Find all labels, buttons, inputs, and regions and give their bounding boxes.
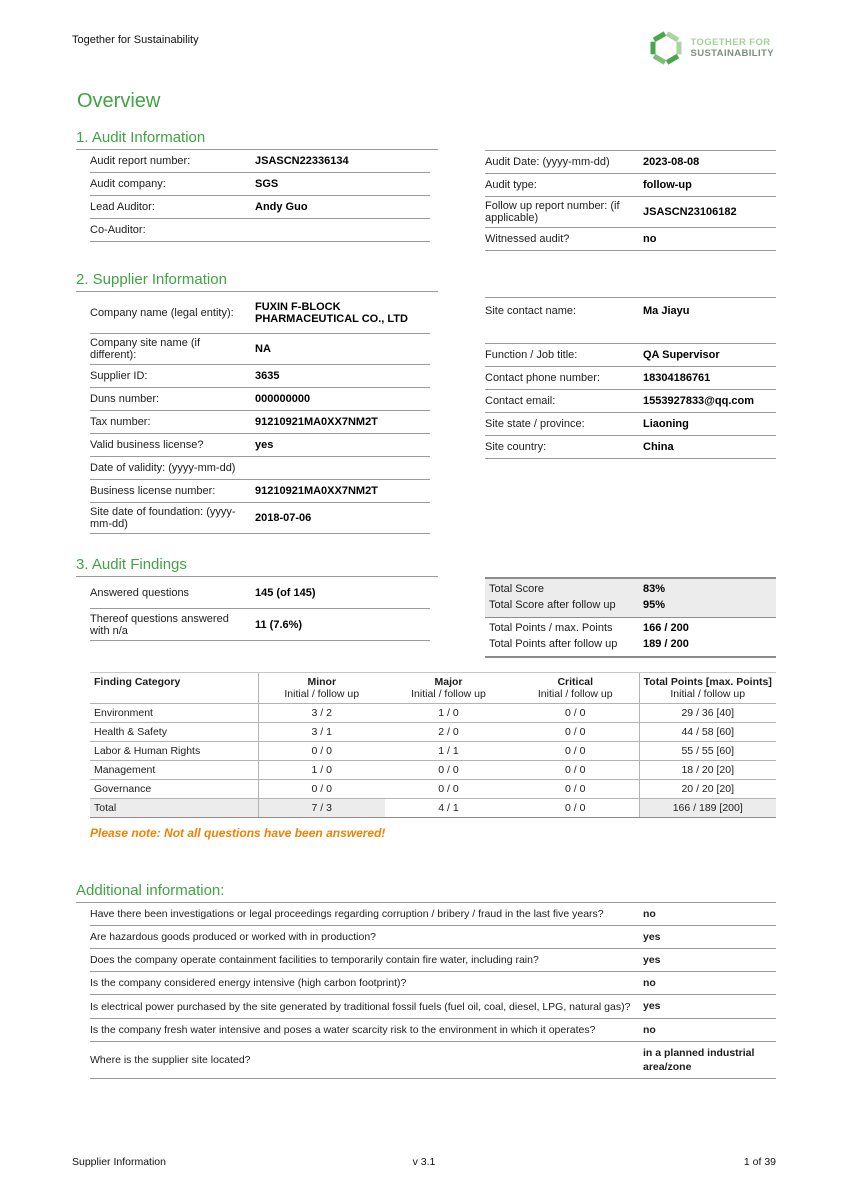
field-row: [485, 436, 776, 459]
finding-category-table: [90, 672, 776, 818]
audit-info-right-table: [485, 150, 776, 251]
question-text: Does the company operate containment facilities to temporarily contain fire water, including rain?: [90, 954, 539, 967]
supplier-info-left-table: [90, 292, 430, 534]
cell-total-points: 55 / 55 [60]: [639, 741, 776, 760]
supplier-information-section: [90, 292, 776, 534]
field-value: China: [643, 441, 674, 453]
cell-critical: 0 / 0: [512, 741, 639, 760]
cell-major: 4 / 1: [385, 798, 512, 817]
header-major: Major Initial / follow up: [385, 672, 512, 703]
field-label: Audit report number:: [90, 155, 191, 167]
logo-line1: TOGETHER FOR: [690, 37, 771, 49]
field-row: [90, 480, 430, 503]
field-row: [489, 637, 772, 653]
cell-major: 1 / 1: [385, 741, 512, 760]
section-heading-supplier-information: 2. Supplier Information: [76, 271, 438, 292]
question-text: Is the company fresh water intensive and poses a water scarcity risk to the environment in which it operates?: [90, 1023, 596, 1036]
audit-information-section: [90, 150, 776, 251]
question-row: [90, 926, 776, 949]
cell-major: 1 / 0: [385, 703, 512, 722]
field-value: NA: [255, 343, 271, 355]
field-value: 2023-08-08: [643, 156, 700, 168]
answered-note: Please note: Not all questions have been answered!: [90, 825, 386, 840]
field-label: Answered questions: [90, 586, 190, 599]
cell-total-points: 18 / 20 [20]: [639, 760, 776, 779]
cell-category: Management: [90, 760, 258, 779]
field-row: [90, 196, 430, 219]
field-value: 91210921MA0XX7NM2T: [255, 485, 378, 497]
field-row: [485, 390, 776, 413]
findings-row: [90, 722, 776, 741]
field-row: [489, 598, 772, 614]
field-label: Audit type:: [485, 179, 537, 191]
cell-category: Health & Safety: [90, 722, 258, 741]
findings-header-row: [90, 672, 776, 703]
field-row: [90, 334, 430, 365]
field-label: Contact phone number:: [485, 372, 600, 384]
cell-minor: 0 / 0: [258, 779, 385, 798]
cell-major: 0 / 0: [385, 779, 512, 798]
field-value: follow-up: [643, 179, 692, 191]
field-label: Audit Date: (yyyy-mm-dd): [485, 156, 610, 168]
question-row: [90, 949, 776, 972]
field-value: JSASCN23106182: [643, 206, 737, 218]
header-minor: Minor Initial / follow up: [258, 672, 385, 703]
field-row: [485, 367, 776, 390]
header-total-points: Total Points [max. Points] Initial / follow up: [639, 672, 776, 703]
section-heading-additional-information: Additional information:: [76, 882, 776, 903]
field-row: [90, 150, 430, 173]
field-row: [90, 219, 430, 242]
question-text: Are hazardous goods produced or worked with in production?: [90, 931, 377, 943]
field-value: yes: [255, 439, 274, 451]
field-label: Duns number:: [90, 393, 160, 405]
logo-line2: SUSTAINABILITY: [690, 48, 774, 59]
field-row: [90, 365, 430, 388]
cell-total-points: 29 / 36 [40]: [639, 703, 776, 722]
page-footer: [72, 1156, 776, 1168]
field-value: 2018-07-06: [255, 512, 312, 524]
field-label: Audit company:: [90, 178, 166, 190]
field-label: Total Score: [489, 583, 545, 595]
supplier-info-right-table: [485, 297, 776, 534]
page-title: Overview: [77, 90, 161, 112]
field-row: [90, 292, 430, 334]
question-row: [90, 1042, 776, 1079]
cell-category: Total: [90, 798, 258, 817]
footer-page-number: 1 of 39: [743, 1156, 777, 1168]
cell-minor: 1 / 0: [258, 760, 385, 779]
question-row: [90, 903, 776, 926]
field-value: 145 (of 145): [255, 586, 316, 599]
cell-total-points: 20 / 20 [20]: [639, 779, 776, 798]
tfs-logo: [649, 30, 774, 66]
page-header: [72, 30, 776, 66]
field-row: [485, 413, 776, 436]
findings-row: [90, 703, 776, 722]
footer-section-name: Supplier Information: [72, 1156, 166, 1168]
field-label: Thereof questions answered with n/a: [90, 612, 229, 637]
field-row: [90, 411, 430, 434]
field-label: Site state / province:: [485, 418, 585, 430]
cell-minor: 3 / 2: [258, 703, 385, 722]
field-value: Andy Guo: [255, 201, 308, 213]
cell-minor: 7 / 3: [258, 798, 385, 817]
field-label: Follow up report number: (if applicable): [485, 200, 620, 224]
field-row: [485, 151, 776, 174]
field-label: Date of validity: (yyyy-mm-dd): [90, 462, 236, 474]
field-value: 83%: [643, 583, 666, 595]
logo-wordmark: [690, 36, 774, 60]
field-value: 91210921MA0XX7NM2T: [255, 416, 378, 428]
field-row: [90, 434, 430, 457]
field-value: 11 (7.6%): [255, 618, 303, 631]
findings-row: [90, 741, 776, 760]
field-row: [90, 609, 430, 641]
question-row: [90, 995, 776, 1018]
cell-minor: 3 / 1: [258, 722, 385, 741]
audit-findings-section: [90, 577, 776, 658]
findings-summary-table: [90, 577, 430, 658]
field-label: Contact email:: [485, 395, 556, 407]
field-row: [489, 621, 772, 637]
field-value: SGS: [255, 178, 279, 190]
header-finding-category: Finding Category: [90, 672, 258, 703]
findings-total-row: [90, 798, 776, 817]
field-label: Site country:: [485, 441, 547, 453]
field-value: 3635: [255, 370, 280, 382]
answer-value: no: [643, 977, 656, 990]
field-value: FUXIN F-BLOCK PHARMACEUTICAL CO., LTD: [255, 300, 408, 325]
question-text: Where is the supplier site located?: [90, 1053, 251, 1066]
field-row: [90, 503, 430, 534]
field-row: [90, 173, 430, 196]
answer-value: yes: [643, 954, 661, 967]
score-table: [485, 577, 776, 658]
field-label: Company site name (if different):: [90, 337, 201, 361]
cell-category: Environment: [90, 703, 258, 722]
footer-version: v 3.1: [412, 1156, 436, 1168]
cell-category: Labor & Human Rights: [90, 741, 258, 760]
field-label: Co-Auditor:: [90, 224, 146, 236]
field-label: Function / Job title:: [485, 349, 578, 361]
field-label: Total Score after follow up: [489, 598, 616, 611]
field-value: Liaoning: [643, 418, 689, 430]
field-value: Ma Jiayu: [643, 305, 690, 317]
field-label: Site contact name:: [485, 305, 577, 317]
cell-minor: 0 / 0: [258, 741, 385, 760]
field-row: [90, 457, 430, 480]
field-row: [90, 388, 430, 411]
question-text: Is the company considered energy intensive (high carbon footprint)?: [90, 977, 407, 990]
field-label: Valid business license?: [90, 439, 204, 451]
field-label: Company name (legal entity):: [90, 306, 234, 319]
field-row: [489, 582, 772, 598]
cell-critical: 0 / 0: [512, 722, 639, 741]
field-value: 95%: [643, 598, 666, 611]
cell-critical: 0 / 0: [512, 798, 639, 817]
cell-critical: 0 / 0: [512, 779, 639, 798]
total-points-rows: [485, 618, 776, 656]
header-critical: Critical Initial / follow up: [512, 672, 639, 703]
field-value: 189 / 200: [643, 637, 689, 650]
findings-row: [90, 779, 776, 798]
field-row: [485, 298, 776, 344]
cell-category: Governance: [90, 779, 258, 798]
field-value: QA Supervisor: [643, 349, 720, 361]
field-row: [485, 197, 776, 228]
answer-value: yes: [643, 930, 661, 943]
question-text: Is electrical power purchased by the site generated by traditional fossil fuels (fuel oil, coal, diesel, LPG, natural gas)?: [90, 1000, 631, 1013]
total-score-rows: [485, 579, 776, 618]
field-label: Lead Auditor:: [90, 201, 155, 213]
cell-critical: 0 / 0: [512, 760, 639, 779]
header-title: Together for Sustainability: [72, 34, 199, 46]
cell-major: 2 / 0: [385, 722, 512, 741]
field-row: [485, 228, 776, 251]
field-label: Tax number:: [90, 416, 151, 428]
cell-critical: 0 / 0: [512, 703, 639, 722]
field-label: Total Points after follow up: [489, 637, 618, 650]
field-label: Total Points / max. Points: [489, 621, 613, 634]
additional-information-table: [90, 903, 776, 1079]
answer-value: in a planned industrial area/zone: [643, 1046, 755, 1073]
audit-info-left-table: [90, 150, 430, 251]
field-label: Site date of foundation: (yyyy-mm-dd): [90, 506, 236, 530]
cell-major: 0 / 0: [385, 760, 512, 779]
field-value: JSASCN22336134: [255, 155, 349, 167]
question-text: Have there been investigations or legal proceedings regarding corruption / bribery / fraud in the last five years?: [90, 907, 604, 920]
question-row: [90, 1019, 776, 1042]
question-row: [90, 972, 776, 995]
hexagon-logo-icon: [649, 30, 683, 66]
findings-row: [90, 760, 776, 779]
answer-value: no: [643, 907, 656, 920]
cell-total-points: 166 / 189 [200]: [639, 798, 776, 817]
field-label: Supplier ID:: [90, 370, 148, 382]
section-heading-audit-findings: 3. Audit Findings: [76, 556, 438, 577]
field-row: [485, 344, 776, 367]
field-value: no: [643, 233, 657, 245]
field-label: Business license number:: [90, 485, 216, 497]
field-value: 166 / 200: [643, 621, 689, 634]
answer-value: no: [643, 1023, 656, 1036]
field-row: [90, 577, 430, 609]
cell-total-points: 44 / 58 [60]: [639, 722, 776, 741]
field-label: Witnessed audit?: [485, 233, 570, 245]
field-value: 1553927833@qq.com: [643, 395, 755, 407]
field-row: [485, 174, 776, 197]
section-heading-audit-information: 1. Audit Information: [76, 129, 438, 150]
field-value: 000000000: [255, 393, 311, 405]
field-value: 18304186761: [643, 372, 711, 384]
answer-value: yes: [643, 1000, 661, 1013]
